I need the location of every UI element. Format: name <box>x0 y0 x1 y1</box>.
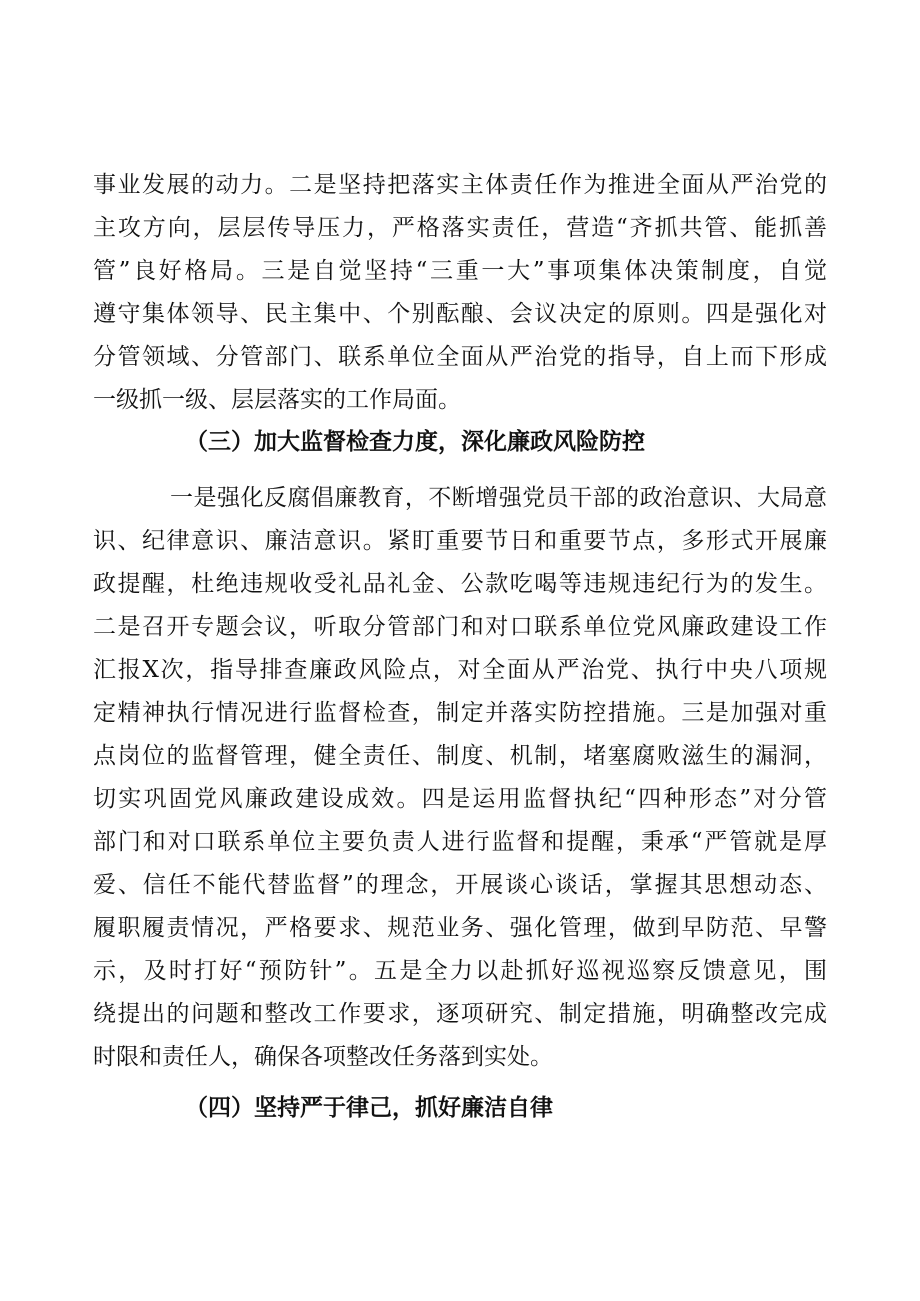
paragraph-line: 分管领域、分管部门、联系单位全面从严治党的指导，自上而下形成 <box>93 344 827 370</box>
paragraph-line: 一是强化反腐倡廉教育，不断增强党员干部的政治意识、大局意 <box>170 485 827 511</box>
paragraph-line: 履职履责情况，严格要求、规范业务、强化管理，做到早防范、早警 <box>93 915 827 941</box>
paragraph-line: 示，及时打好“预防针”。五是全力以赴抓好巡视巡察反馈意见，围 <box>93 958 827 984</box>
paragraph-line: 一级抓一级、层层落实的工作局面。 <box>93 387 461 413</box>
paragraph-line: 绕提出的问题和整改工作要求，逐项研究、制定措施，明确整改完成 <box>93 1001 827 1027</box>
paragraph-line: 事业发展的动力。二是坚持把落实主体责任作为推进全面从严治党的 <box>93 172 827 198</box>
paragraph-line: 时限和责任人，确保各项整改任务落到实处。 <box>93 1044 553 1070</box>
section-heading: （四）坚持严于律己，抓好廉洁自律 <box>185 1095 553 1121</box>
paragraph-line: 定精神执行情况进行监督检查，制定并落实防控措施。三是加强对重 <box>93 700 827 726</box>
paragraph-line: 切实巩固党风廉政建设成效。四是运用监督执纪“四种形态”对分管 <box>93 786 827 812</box>
paragraph-line: 主攻方向，层层传导压力，严格落实责任，营造“齐抓共管、能抓善 <box>93 215 827 241</box>
paragraph-line: 点岗位的监督管理，健全责任、制度、机制，堵塞腐败滋生的漏洞， <box>93 743 827 769</box>
paragraph-line: 部门和对口联系单位主要负责人进行监督和提醒，秉承“严管就是厚 <box>93 829 827 855</box>
paragraph-line: 爱、信任不能代替监督”的理念，开展谈心谈话，掌握其思想动态、 <box>93 872 827 898</box>
paragraph-line: 汇报X次，指导排查廉政风险点，对全面从严治党、执行中央八项规 <box>93 657 827 683</box>
paragraph-line: 政提醒，杜绝违规收受礼品礼金、公款吃喝等违规违纪行为的发生。 <box>93 571 827 597</box>
paragraph-line: 管”良好格局。三是自觉坚持“三重一大”事项集体决策制度，自觉 <box>93 258 827 284</box>
paragraph-line: 二是召开专题会议，听取分管部门和对口联系单位党风廉政建设工作 <box>93 614 827 640</box>
paragraph-line: 遵守集体领导、民主集中、个别酝酿、会议决定的原则。四是强化对 <box>93 301 827 327</box>
paragraph-line: 识、纪律意识、廉洁意识。紧盯重要节日和重要节点，多形式开展廉 <box>93 528 827 554</box>
section-heading: （三）加大监督检查力度，深化廉政风险防控 <box>185 429 645 455</box>
